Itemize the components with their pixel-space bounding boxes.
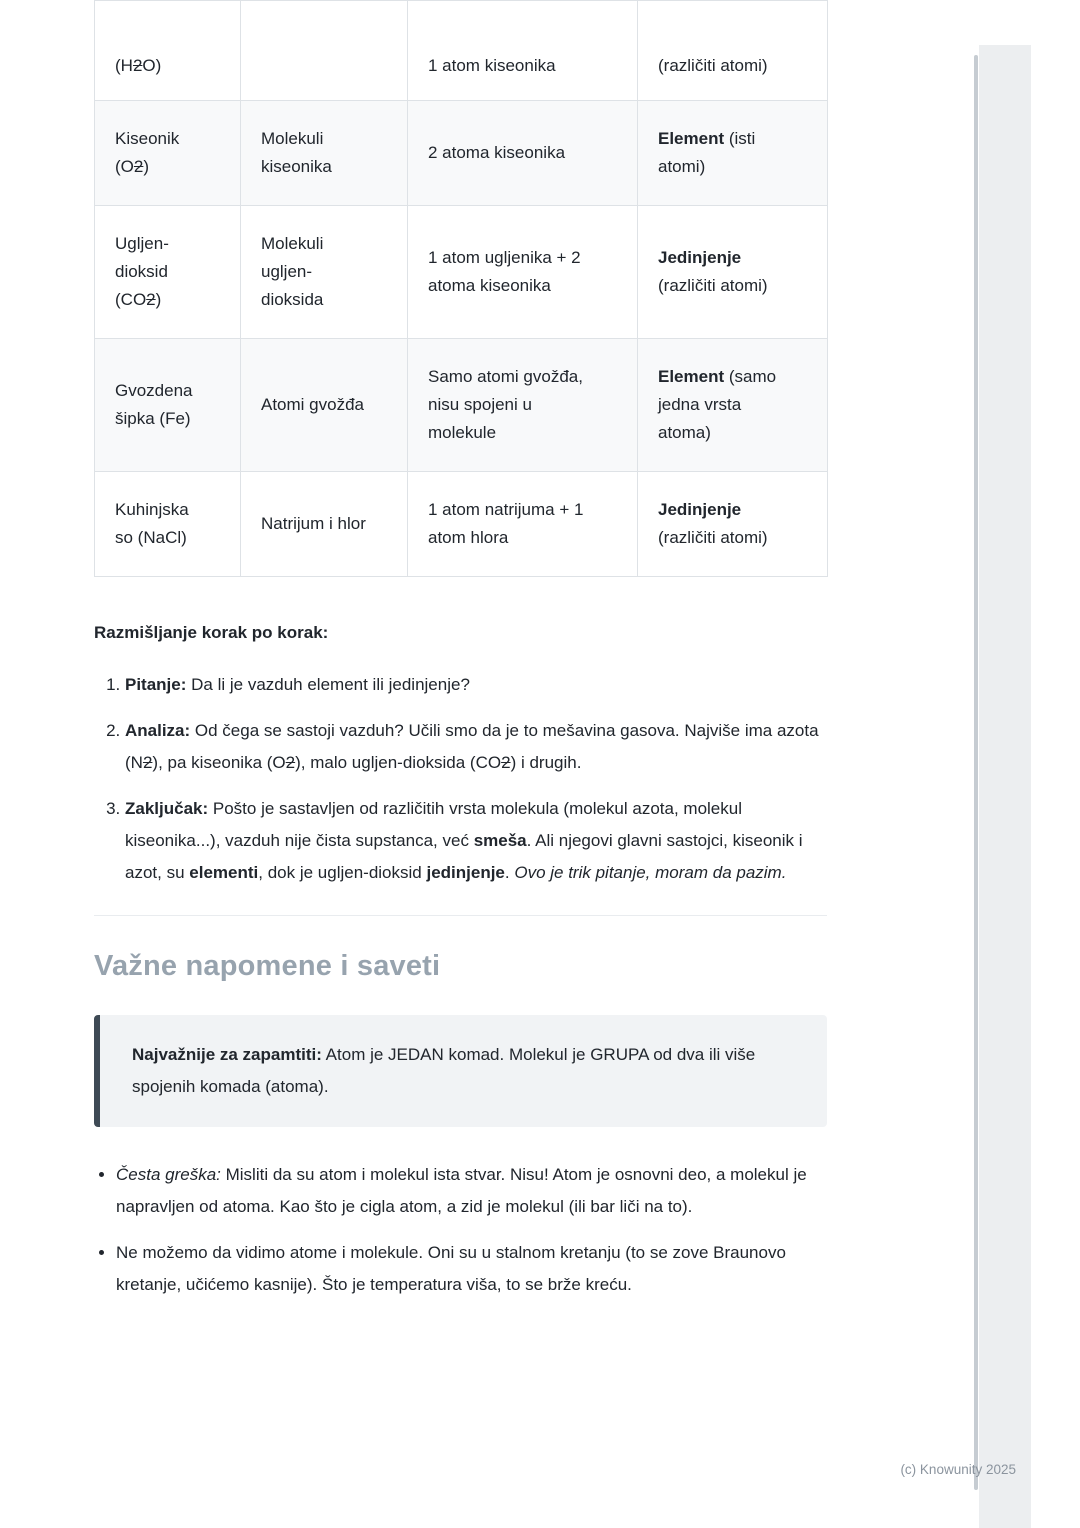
- step-item: 3. Zaključak: Pošto je sastavljen od različitih vrsta molekula (molekul azota, molekul kiseonika...), vazduh nije čista supstanca, već smeša. Ali njegovi glavni sastojci, kiseonik i azot, su elementi, dok je ugljen-dioksid jedinjenje. Ovo je trik pitanje, moram da pazim.: [125, 793, 827, 889]
- cell-composition: 1 atom kiseonika: [408, 1, 638, 101]
- cell-composition: 1 atom ugljenika + 2 atoma kiseonika: [408, 206, 638, 339]
- cell-composition: 1 atom natrijuma + 1 atom hlora: [408, 472, 638, 577]
- cell-type: (različiti atomi): [638, 1, 828, 101]
- tips-list: [94, 1159, 827, 1301]
- callout-text: Najvažnije za zapamtiti: Atom je JEDAN komad. Molekul je GRUPA od dva ili više spojenih komada (atoma).: [132, 1045, 756, 1096]
- cell-substance: Kiseonik (O2): [95, 101, 241, 206]
- cell-substance: Gvozdena šipka (Fe): [95, 339, 241, 472]
- cell-type: Element (isti atomi): [638, 101, 828, 206]
- cell-consists: [241, 1, 408, 101]
- cell-substance: Ugljen- dioksid (CO2): [95, 206, 241, 339]
- step-item: 2. Analiza: Od čega se sastoji vazduh? Učili smo da je to mešavina gasova. Najviše ima azota (N2), pa kiseonika (O2), malo ugljen-dioksida (CO2) i drugih.: [125, 715, 827, 779]
- section-divider: [94, 915, 827, 916]
- scrollbar-thumb[interactable]: [974, 55, 978, 1490]
- table-row: [95, 1, 828, 101]
- document-page: [94, 0, 827, 1301]
- cell-substance: Kuhinjska so (NaCl): [95, 472, 241, 577]
- scrollbar-track[interactable]: [979, 45, 1031, 1528]
- substance-table: [94, 0, 828, 577]
- step-by-step-heading: Razmišljanje korak po korak:: [94, 623, 329, 642]
- step-list: [94, 669, 827, 889]
- cell-type: Element (samo jedna vrsta atoma): [638, 339, 828, 472]
- cell-consists: Natrijum i hlor: [241, 472, 408, 577]
- table-row: [95, 206, 828, 339]
- tip-item: • Ne možemo da vidimo atome i molekule. Oni su u stalnom kretanju (to se zove Braunovo kretanje, učićemo kasnije). Što je temperatura viša, to se brže kreću.: [116, 1237, 827, 1301]
- notes-section-heading: Važne napomene i saveti: [94, 950, 441, 982]
- tip-item: • Česta greška: Misliti da su atom i molekul ista stvar. Nisu! Atom je osnovni deo, a molekul je napravljen od atoma. Kao što je cigla atom, a zid je molekul (ili bar liči na to).: [116, 1159, 827, 1223]
- cell-consists: Molekuli ugljen- dioksida: [241, 206, 408, 339]
- table-row: [95, 472, 828, 577]
- important-callout: [94, 1015, 827, 1127]
- table-row: [95, 339, 828, 472]
- cell-type: Jedinjenje (različiti atomi): [638, 206, 828, 339]
- copyright-watermark: (c) Knowunity 2025: [900, 1462, 1016, 1477]
- cell-composition: Samo atomi gvožđa, nisu spojeni u molekule: [408, 339, 638, 472]
- cell-consists: Molekuli kiseonika: [241, 101, 408, 206]
- cell-composition: 2 atoma kiseonika: [408, 101, 638, 206]
- cell-consists: Atomi gvožđa: [241, 339, 408, 472]
- cell-substance: (H2O): [95, 1, 241, 101]
- table-row: [95, 101, 828, 206]
- step-item: 1. Pitanje: Da li je vazduh element ili jedinjenje?: [125, 669, 827, 701]
- cell-type: Jedinjenje (različiti atomi): [638, 472, 828, 577]
